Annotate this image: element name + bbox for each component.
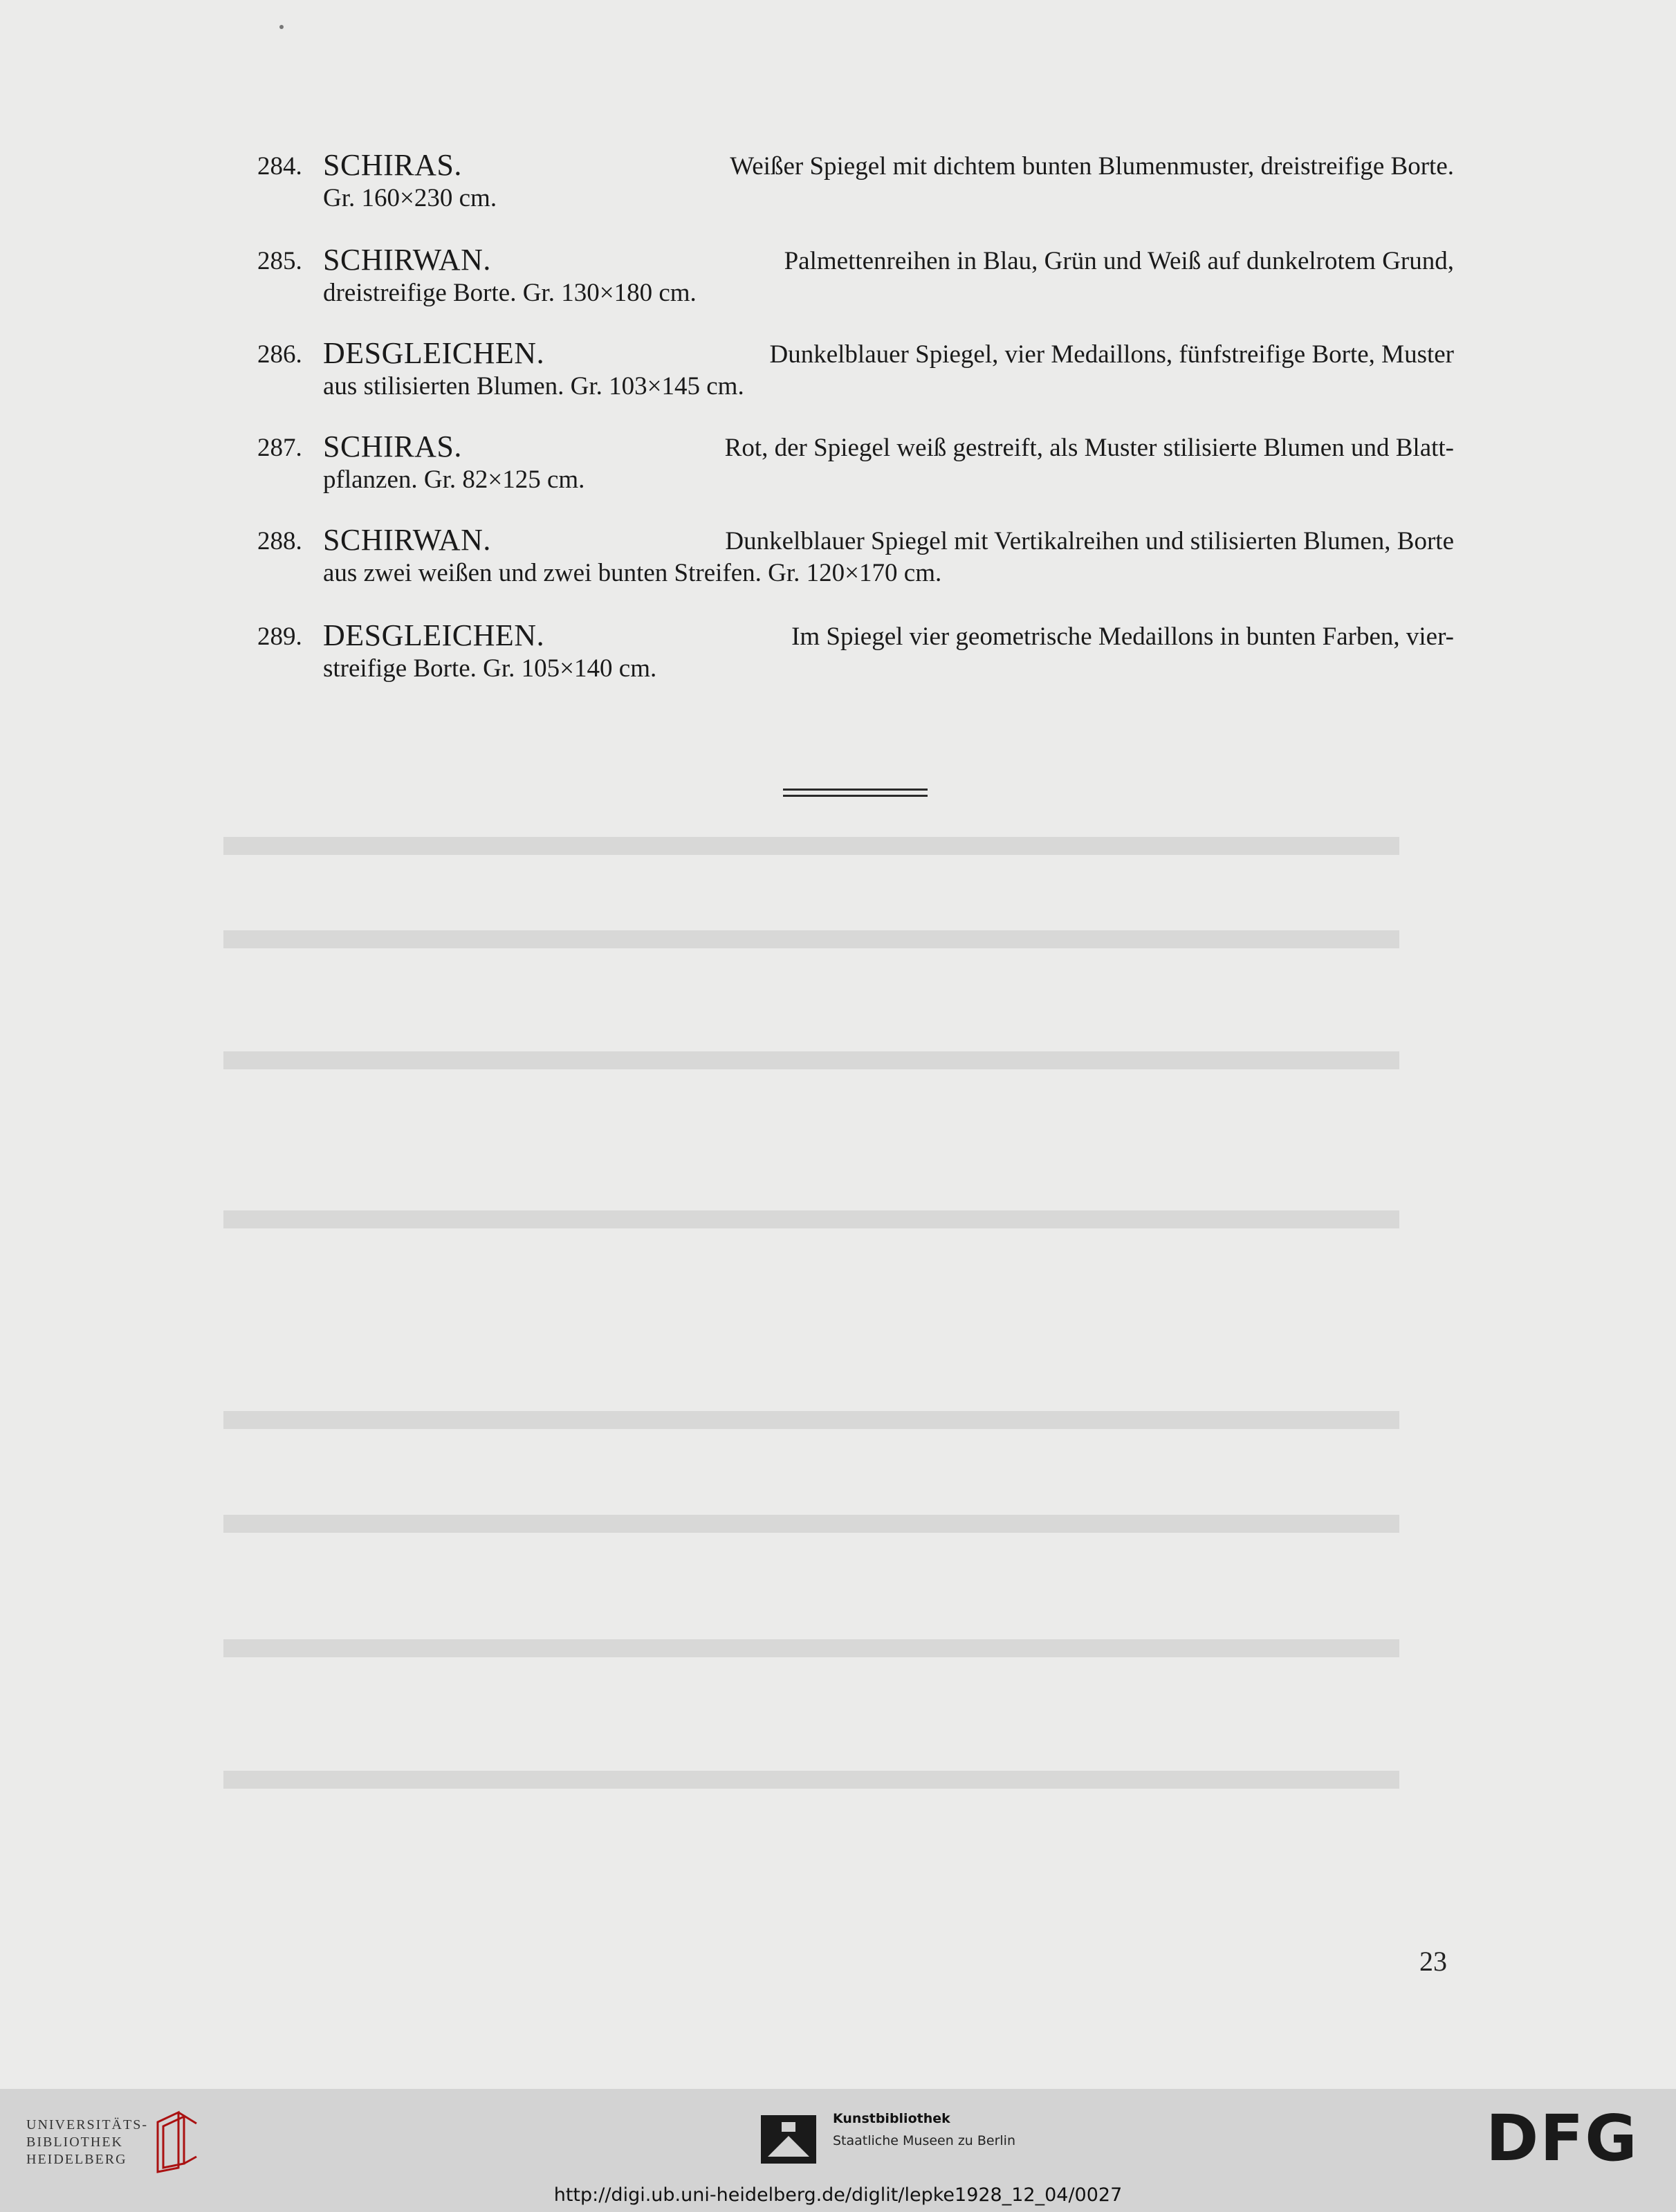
university-logo-icon[interactable] (151, 2108, 201, 2178)
ghost-line (223, 1639, 1399, 1677)
entry-description-line1: Rot, der Spiegel weiß gestreift, als Muster stilisierte Blumen und Blatt- (724, 434, 1454, 462)
entry-description-line2: pflanzen. Gr. 82×125 cm. (323, 466, 585, 494)
section-divider-bottom (783, 795, 928, 797)
section-divider-top (783, 789, 928, 791)
entry-number: 289. (257, 623, 302, 651)
entry-description-line1: Dunkelblauer Spiegel mit Vertikalreihen und stilisierten Blumen, Borte (725, 527, 1454, 555)
university-line: UNIVERSITÄTS- (26, 2117, 148, 2132)
university-line: HEIDELBERG (26, 2152, 127, 2167)
kunstbibliothek-logo-icon[interactable] (761, 2115, 816, 2167)
dfg-logo[interactable]: DFG (1486, 2101, 1639, 2175)
entry-title: DESGLEICHEN. (323, 618, 545, 652)
university-library-label (26, 2117, 148, 2168)
entry-description-line2: aus stilisierten Blumen. Gr. 103×145 cm. (323, 372, 744, 400)
library-subtitle: Staatliche Museen zu Berlin (833, 2133, 1016, 2148)
ghost-line (223, 1411, 1399, 1448)
entry-number: 285. (257, 247, 302, 275)
ghost-line (223, 1210, 1399, 1248)
permalink-url[interactable]: http://digi.ub.uni-heidelberg.de/diglit/lepke1928_12_04/0027 (553, 2184, 1123, 2206)
ghost-line (223, 837, 1399, 874)
ghost-line (223, 1051, 1399, 1089)
entry-title: SCHIRWAN. (323, 523, 491, 557)
entry-description-line2: dreistreifige Borte. Gr. 130×180 cm. (323, 279, 697, 307)
entry-description-line2: Gr. 160×230 cm. (323, 184, 497, 212)
entry-title: SCHIRWAN. (323, 243, 491, 277)
entry-title: DESGLEICHEN. (323, 336, 545, 370)
entry-description-line1: Im Spiegel vier geometrische Medaillons in bunten Farben, vier- (791, 623, 1454, 651)
entry-description-line1: Dunkelblauer Spiegel, vier Medaillons, fünfstreifige Borte, Muster (769, 340, 1454, 369)
entry-title: SCHIRAS. (323, 148, 462, 182)
entry-description-line2: aus zwei weißen und zwei bunten Streifen. Gr. 120×170 cm. (323, 559, 942, 587)
entry-number: 287. (257, 434, 302, 462)
library-title: Kunstbibliothek (833, 2111, 950, 2126)
university-line: BIBLIOTHEK (26, 2135, 123, 2150)
ghost-line (223, 930, 1399, 968)
page-number: 23 (1419, 1946, 1447, 1977)
entry-number: 288. (257, 527, 302, 555)
entry-description-line1: Weißer Spiegel mit dichtem bunten Blumenmuster, dreistreifige Borte. (730, 152, 1454, 181)
entry-description-line2: streifige Borte. Gr. 105×140 cm. (323, 654, 657, 683)
ghost-line (223, 1515, 1399, 1552)
ghost-line (223, 1771, 1399, 1808)
entry-description-line1: Palmettenreihen in Blau, Grün und Weiß auf dunkelrotem Grund, (784, 247, 1454, 275)
entry-number: 286. (257, 340, 302, 369)
entry-title: SCHIRAS. (323, 430, 462, 463)
entry-number: 284. (257, 152, 302, 181)
